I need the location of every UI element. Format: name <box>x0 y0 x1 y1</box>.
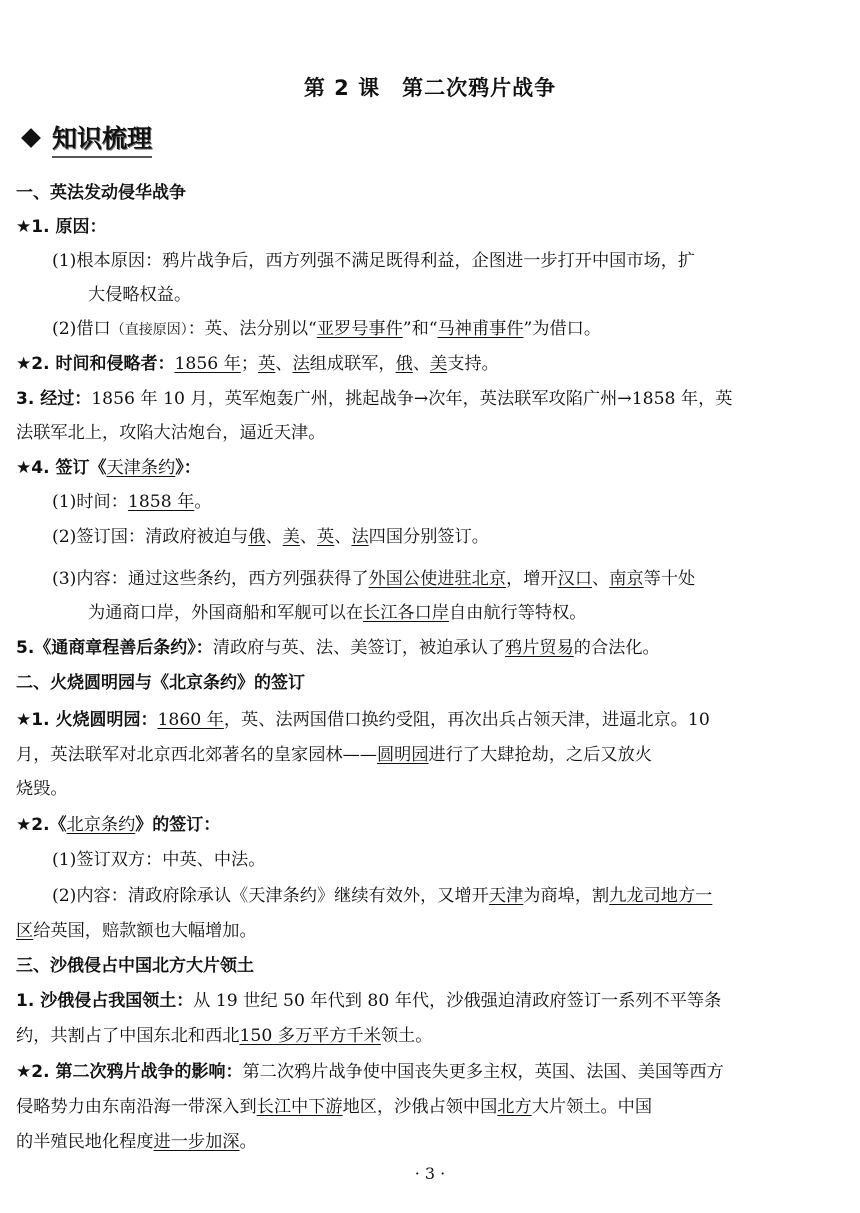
underlined-term: 俄 <box>248 527 266 547</box>
text-line <box>16 453 840 483</box>
text-segment: 为商埠，割 <box>523 886 610 906</box>
text-segment: 给英国，赔款额也大幅增加。 <box>33 921 257 941</box>
text-segment: 组成联军， <box>309 354 396 374</box>
text-segment: (3)内容：通过这些条约，西方列强获得了 <box>52 569 369 589</box>
underlined-term: 美 <box>430 354 448 374</box>
heading-text: 》的签订： <box>135 815 221 835</box>
underlined-term: 法 <box>351 527 369 547</box>
text-segment: ”和“ <box>402 319 438 339</box>
heading-text: 1. 沙俄侵占我国领土： <box>16 991 194 1011</box>
text-segment: (2)签订国：清政府被迫与 <box>52 527 249 547</box>
underlined-term: 马神甫事件 <box>437 319 524 339</box>
heading-text: ★1. 原因： <box>16 217 107 237</box>
text-segment: 、 <box>592 569 610 589</box>
text-segment: 四国分别签订。 <box>368 527 489 547</box>
text-segment: ； <box>240 354 259 374</box>
text-segment: 第二次鸦片战争使中国丧失更多主权，英国、法国、美国等西方 <box>242 1062 724 1082</box>
text-line <box>16 349 840 379</box>
text-line <box>16 1127 840 1157</box>
text-segment: 、 <box>299 527 318 547</box>
text-line <box>16 774 840 804</box>
text-segment: 大侵略权益。 <box>88 285 192 305</box>
lesson-title: 第 2 课 第二次鸦片战争 <box>303 76 557 100</box>
text-line <box>52 314 840 344</box>
underlined-term: 鸦片贸易 <box>505 638 574 658</box>
underlined-term: 九龙司地方一 <box>609 886 713 906</box>
text-segment: （直接原因） <box>110 322 188 338</box>
heading-text: ★2.《 <box>16 815 67 835</box>
text-line <box>16 668 840 698</box>
underlined-term: 亚罗号事件 <box>316 319 403 339</box>
text-segment: 从 19 世纪 50 年代到 80 年代，沙俄强迫清政府签订一系列不平等条 <box>193 991 722 1011</box>
text-segment: 支持。 <box>447 354 499 374</box>
underlined-term: 区 <box>16 921 34 941</box>
text-line <box>52 845 840 875</box>
underlined-term: 圆明园 <box>376 745 429 765</box>
page-number: · 3 · <box>414 1164 446 1183</box>
text-segment: ：英、法分别以“ <box>187 319 317 339</box>
text-segment: (1)时间： <box>52 492 128 512</box>
text-segment: 月，英法联军对北京西北郊著名的皇家园林—— <box>16 745 377 765</box>
text-segment: ，英、法两国借口换约受阻，再次出兵占领天津，进逼北京。10 <box>223 710 710 730</box>
text-line <box>88 280 840 310</box>
text-segment: 领土。 <box>380 1026 433 1046</box>
text-line <box>16 1021 840 1051</box>
text-segment: 侵略势力由东南沿海一带深入到 <box>16 1097 257 1117</box>
text-line <box>88 598 840 628</box>
text-line <box>52 522 840 552</box>
text-line <box>16 384 840 414</box>
text-line <box>16 1057 840 1087</box>
text-line <box>52 246 840 276</box>
text-segment: 、 <box>275 354 293 374</box>
text-segment: 清政府与英、法、美签订，被迫承认了 <box>212 638 505 658</box>
text-segment: (2)内容：清政府除承认《天津条约》继续有效外，又增开 <box>52 886 489 906</box>
text-segment: (2)借口 <box>52 319 111 339</box>
underlined-term: 北京条约 <box>66 815 136 835</box>
underlined-term: 天津 <box>488 886 524 906</box>
text-segment: 约，共割占了中国东北和西北 <box>16 1026 240 1046</box>
section-header-text: 知识梳理 <box>52 119 152 158</box>
heading-text: 3. 经过： <box>16 389 92 409</box>
heading-text: ★2. 时间和侵略者： <box>16 354 175 374</box>
text-segment: 。 <box>194 492 212 512</box>
underlined-term: 法 <box>292 354 310 374</box>
text-line <box>16 916 840 946</box>
text-segment: 烧毁。 <box>16 779 68 799</box>
text-segment: 法联军北上，攻陷大沽炮台，逼近天津。 <box>16 423 326 443</box>
text-segment: 的半殖民地化程度 <box>16 1132 154 1152</box>
heading-text: ★2. 第二次鸦片战争的影响： <box>16 1062 243 1082</box>
underlined-term: 美 <box>282 527 300 547</box>
underlined-term: 汉口 <box>557 569 593 589</box>
text-segment: 的合法化。 <box>573 638 660 658</box>
underlined-term: 南京 <box>609 569 644 589</box>
section-header <box>20 120 152 156</box>
text-line <box>52 881 840 911</box>
text-segment: 地区，沙俄占领中国 <box>342 1097 498 1117</box>
text-line <box>16 986 840 1016</box>
underlined-term: 英 <box>317 527 335 547</box>
text-line <box>16 633 840 663</box>
underlined-term: 外国公使进驻北京 <box>368 569 507 589</box>
text-segment: ，增开 <box>506 569 558 589</box>
text-segment: 、 <box>334 527 352 547</box>
heading-text: 一、英法发动侵华战争 <box>16 183 186 203</box>
text-line <box>16 705 840 735</box>
underlined-term: 1860 年 <box>157 710 224 730</box>
text-segment: 、 <box>412 354 431 374</box>
text-line <box>16 810 840 840</box>
underlined-term: 1858 年 <box>127 492 195 512</box>
underlined-term: 北方 <box>497 1097 532 1117</box>
underlined-term: 长江各口岸 <box>363 603 449 623</box>
text-segment: 进行了大肆抢劫，之后又放火 <box>428 745 652 765</box>
text-line <box>52 487 840 517</box>
underlined-term: 英 <box>258 354 276 374</box>
text-segment: 大片领土。中国 <box>531 1097 653 1117</box>
text-segment: (1)根本原因：鸦片战争后，西方列强不满足既得利益，企图进一步打开中国市场，扩 <box>52 251 696 271</box>
underlined-term: 1856 年 <box>174 354 241 374</box>
text-segment: 。 <box>239 1132 257 1152</box>
text-segment: 、 <box>265 527 283 547</box>
text-segment: 自由航行等特权。 <box>448 603 587 623</box>
heading-text: 》： <box>175 458 201 478</box>
underlined-term: 长江中下游 <box>256 1097 343 1117</box>
text-line <box>16 418 840 448</box>
text-line <box>16 951 840 981</box>
text-segment: 为通商口岸，外国商船和军舰可以在 <box>88 603 364 623</box>
heading-text: ★4. 签订《 <box>16 458 107 478</box>
heading-text: 三、沙俄侵占中国北方大片领土 <box>16 956 254 976</box>
text-line <box>52 564 840 594</box>
underlined-term: 进一步加深 <box>153 1132 240 1152</box>
text-segment: 1856 年 10 月，英军炮轰广州，挑起战争→次年，英法联军攻陷广州→1858 年，英 <box>91 389 733 409</box>
heading-text: ★1. 火烧圆明园： <box>16 710 158 730</box>
text-line <box>16 212 840 242</box>
text-segment: 等十处 <box>643 569 696 589</box>
underlined-term: 俄 <box>395 354 413 374</box>
underlined-term: 150 多万平方千米 <box>239 1026 381 1046</box>
text-line <box>16 740 840 770</box>
heading-text: 二、火烧圆明园与《北京条约》的签订 <box>16 673 305 693</box>
heading-text: 5.《通商章程善后条约》： <box>16 638 213 658</box>
text-segment: (1)签订双方：中英、中法。 <box>52 850 266 870</box>
text-segment: ”为借口。 <box>523 319 602 339</box>
diamond-bullet-icon <box>21 128 41 148</box>
text-line <box>16 178 840 208</box>
text-line <box>16 1092 840 1122</box>
underlined-term: 天津条约 <box>106 458 176 478</box>
